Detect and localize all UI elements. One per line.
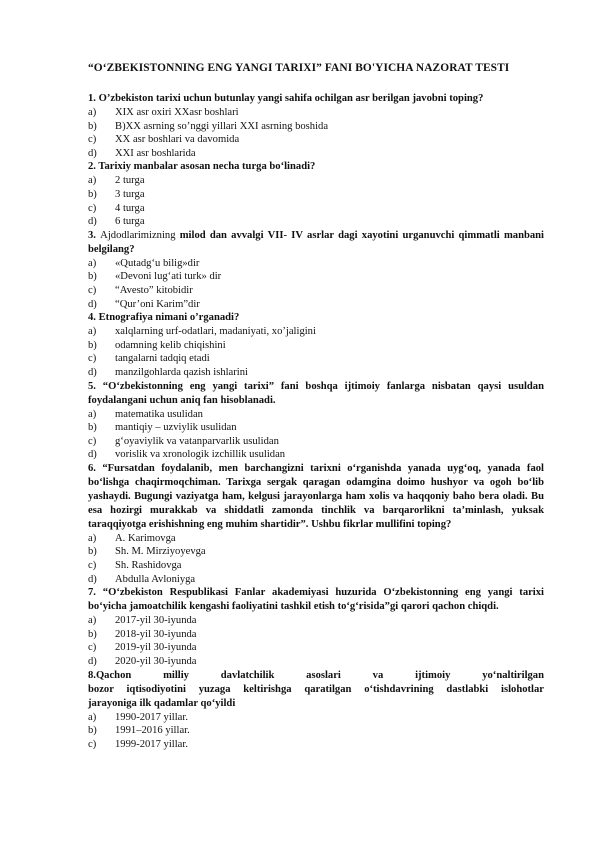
options-list xyxy=(88,257,544,311)
option: b) Sh. M. Mirziyoyevga xyxy=(88,546,206,558)
option: c) 1999-2017 yillar. xyxy=(88,738,188,750)
options-list xyxy=(88,711,544,752)
options-list xyxy=(88,532,544,586)
option: b) 1991–2016 yillar. xyxy=(88,725,190,737)
option: a) A. Karimovga xyxy=(88,532,176,544)
option: a) 2 turga xyxy=(88,175,145,187)
question-stem: 7. “O‘zbekiston Respublikasi Fanlar akademiyasi huzurida O‘zbekistonning eng yangi tarixi bo‘yicha jamoatchilik kengashi faoliyatini tashkil etish to‘g‘risida”gi qarori qachon chiqdi. xyxy=(88,587,544,613)
option: c) g‘oyaviylik va vatanparvarlik usulidan xyxy=(88,435,279,447)
question-stem: 2. Tarixiy manbalar asosan necha turga bo‘linadi? xyxy=(88,161,316,173)
options-list xyxy=(88,408,544,462)
option: d) 6 turga xyxy=(88,216,145,228)
question-3 xyxy=(88,229,544,311)
option: b) 2018-yil 30-iyunda xyxy=(88,628,197,640)
option: c) 4 turga xyxy=(88,202,145,214)
option: a) «Qutadg‘u bilig»dir xyxy=(88,257,200,269)
options-list xyxy=(88,106,544,160)
option: c) “Avesto” kitobidir xyxy=(88,284,193,296)
option: d) “Qur’oni Karim”dir xyxy=(88,298,200,310)
option: a) xalqlarning urf-odatlari, madaniyati, xo’jaligini xyxy=(88,326,316,338)
option: d) vorislik va xronologik izchillik usulidan xyxy=(88,449,286,461)
question-1 xyxy=(88,92,544,160)
option: a) 2017-yil 30-iyunda xyxy=(88,615,197,627)
options-list xyxy=(88,614,544,668)
option: d) manzilgohlarda qazish ishlarini xyxy=(88,366,248,378)
option: b) 3 turga xyxy=(88,188,145,200)
question-stem: 1. O’zbekiston tarixi uchun butunlay yangi sahifa ochilgan asr berilgan javobni toping? xyxy=(88,93,484,104)
question-7 xyxy=(88,586,544,668)
question-6 xyxy=(88,462,544,586)
option: b) odamning kelib chiqishini xyxy=(88,339,226,351)
options-list xyxy=(88,174,544,228)
question-2 xyxy=(88,160,544,228)
option: b) «Devoni lug‘ati turk» dir xyxy=(88,271,222,283)
option: c) 2019-yil 30-iyunda xyxy=(88,642,197,654)
question-stem-line: 8.Qachon milliy davlatchilik asoslari va ijtimoiy yo‘naltirilgan xyxy=(88,669,544,681)
test-page xyxy=(88,62,544,751)
option: b) mantiqiy – uzviylik usulidan xyxy=(88,422,237,434)
option: a) XIX asr oxiri XXasr boshlari xyxy=(88,107,239,118)
option: c) tangalarni tadqiq etadi xyxy=(88,353,210,365)
options-list xyxy=(88,325,544,379)
option: d) Abdulla Avloniyga xyxy=(88,573,196,585)
question-5 xyxy=(88,380,544,462)
question-stem-line: jarayoniga ilk qadamlar qo‘yildi xyxy=(88,697,236,709)
option: a) 1990-2017 yillar. xyxy=(88,711,188,723)
option: d) XXI asr boshlarida xyxy=(88,147,196,159)
option: c) Sh. Rashidovga xyxy=(88,560,182,572)
question-stem: 3. Ajdodlarimizning milod dan avvalgi VII- IV asrlar dagi xayotini urganuvchi qimmatli manbani belgilang? xyxy=(88,229,544,255)
question-stem: 6. “Fursatdan foydalanib, men barchangizni tarixni o‘rganishda yanada uyg‘oq, yanada faol bo‘lishga chaqirmoqchiman. Tarixga sergak qaragan odamgina doimo hushyor va ogoh bo‘lib yashaydi. Bugungi vaziyatga ham, kelgusi jarayonlarga ham xolis va haqqoniy baho bera oladi. Bu esa hozirgi murakkab va shiddatli zamonda tinchlik va barqarorlikni ta’minlash, yuksak taraqqiyotga erishishning eng muhim shartidir”. Ushbu fikrlar mullifini toping? xyxy=(88,462,544,530)
question-stem: 4. Etnografiya nimani o’rganadi? xyxy=(88,312,240,324)
question-stem: 5. “O‘zbekistonning eng yangi tarixi” fani boshqa ijtimoiy fanlarga nisbatan qaysi usuldan foydalangani uchun aniq fan hisoblanadi. xyxy=(88,380,544,406)
option: d) 2020-yil 30-iyunda xyxy=(88,656,197,668)
option: c) XX asr boshlari va davomida xyxy=(88,134,240,146)
question-stem-line: bozor iqtisodiyotini yuzaga keltirishga qaratilgan o‘tishdavrining dastlabki islohotlar xyxy=(88,683,544,695)
option: a) matematika usulidan xyxy=(88,408,203,420)
page-title: “O‘ZBEKISTONNING ENG YANGI TARIXI” FANI BO'YICHA NAZORAT TESTI xyxy=(88,62,510,74)
question-4 xyxy=(88,311,544,379)
question-8 xyxy=(88,669,544,752)
option: b) B)XX asrning so’nggi yillari XXI asrning boshida xyxy=(88,120,329,132)
